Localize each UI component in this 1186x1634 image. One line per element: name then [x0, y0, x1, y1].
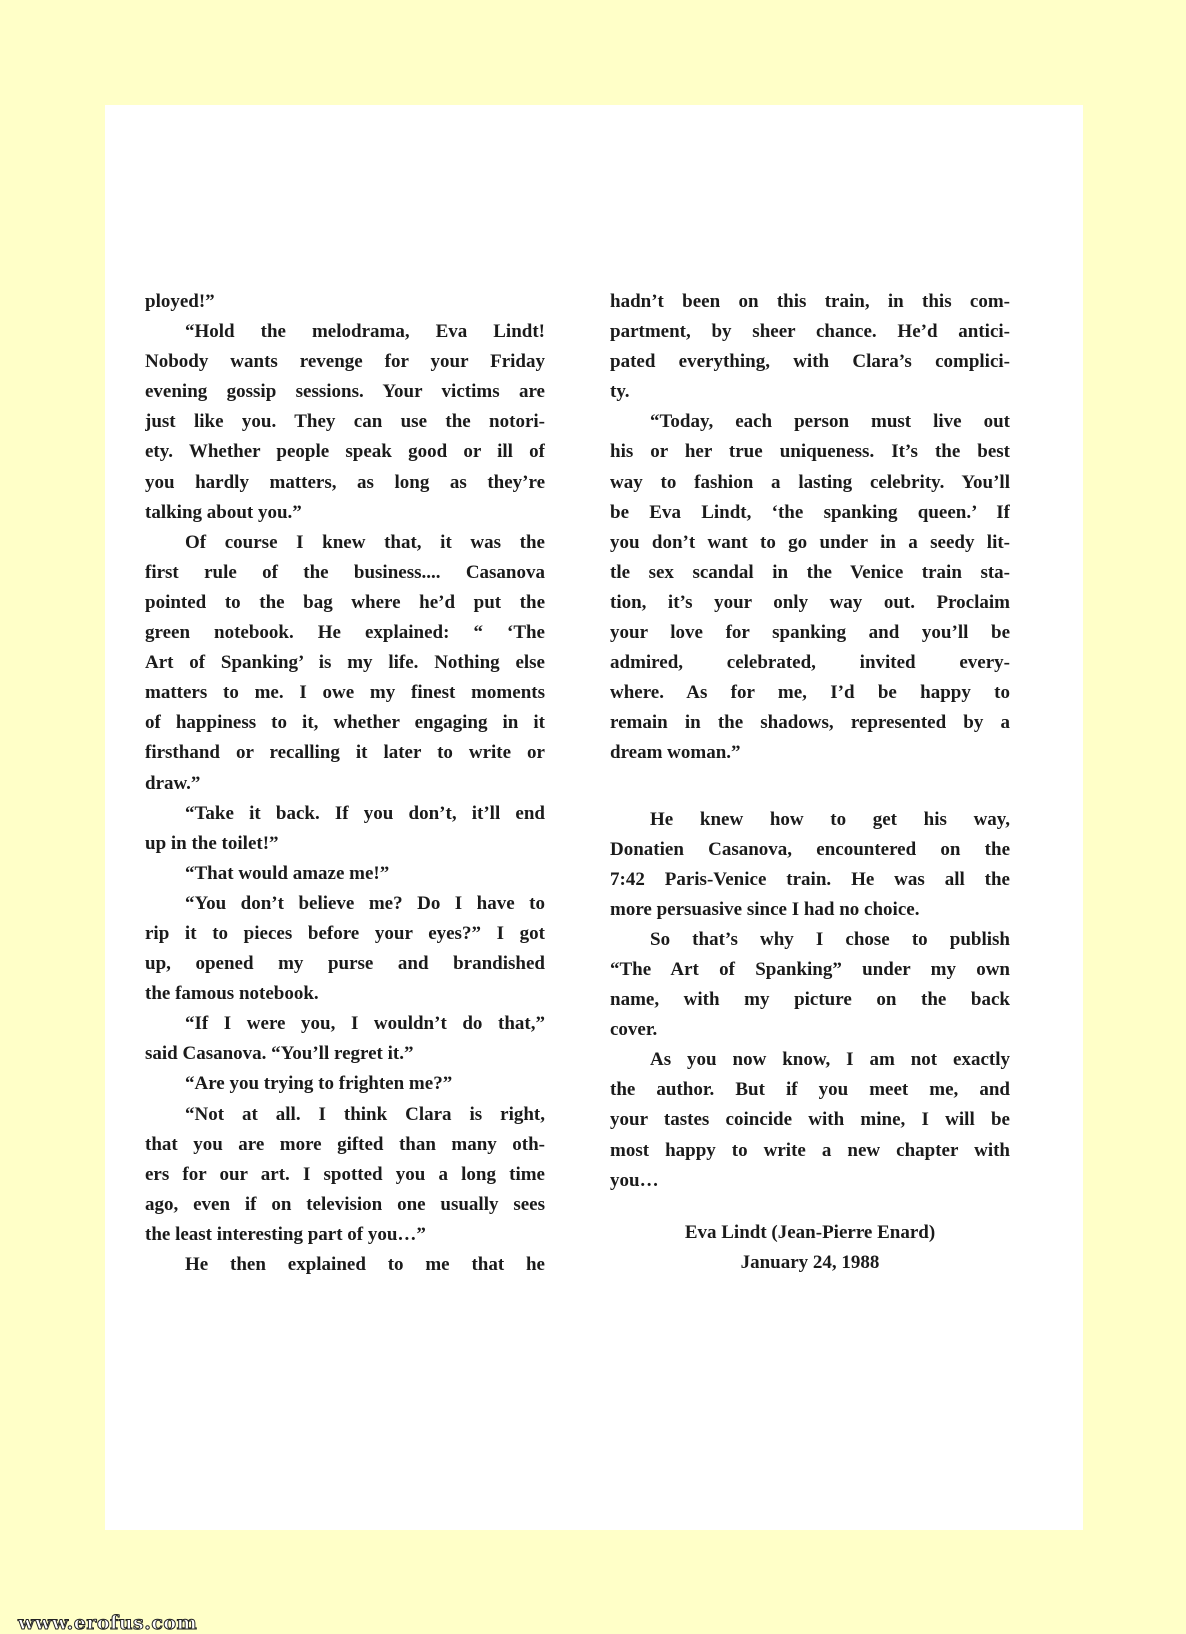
text-line: So that’s why I chose to publish [650, 928, 1010, 950]
text-line: hadn’t been on this train, in this com- [610, 291, 1010, 312]
text-line: “Are you trying to frighten me?” [185, 1073, 453, 1095]
text-line: just like you. They can use the notori- [145, 411, 545, 433]
text-line: most happy to write a new chapter with [610, 1139, 1010, 1161]
text-line: ployed!” [145, 291, 215, 312]
text-line: pated everything, with Clara’s complici- [610, 351, 1010, 373]
text-line: green notebook. He explained: “ ‘The [145, 622, 545, 644]
text-line: Nobody wants revenge for your Friday [145, 351, 545, 373]
text-line: you… [610, 1169, 659, 1191]
text-line: up, opened my purse and brandished [145, 953, 545, 975]
text-line: remain in the shadows, represented by a [610, 712, 1010, 734]
text-line: ety. Whether people speak good or ill of [145, 441, 545, 463]
text-line: partment, by sheer chance. He’d antici- [610, 321, 1010, 343]
text-line: rip it to pieces before your eyes?” I got [145, 922, 545, 944]
text-line: your love for spanking and you’ll be [610, 622, 1010, 644]
text-line: be Eva Lindt, ‘the spanking queen.’ If [610, 501, 1010, 523]
paragraph [145, 1069, 545, 1099]
signature-date: January 24, 1988 [740, 1252, 880, 1273]
text-line: “Hold the melodrama, Eva Lindt! [185, 321, 545, 343]
text-line: you don’t want to go under in a seedy lit- [610, 531, 1010, 553]
text-line: more persuasive since I had no choice. [610, 898, 920, 920]
paragraph [145, 859, 545, 889]
left-column [145, 287, 545, 1280]
text-line: dream woman.” [610, 742, 741, 764]
text-line: “Take it back. If you don’t, it’ll end [185, 802, 545, 824]
text-line: tle sex scandal in the Venice train sta- [610, 561, 1010, 583]
text-line: He knew how to get his way, [650, 808, 1010, 830]
text-line: matters to me. I owe my finest moments [145, 682, 545, 704]
text-line: up in the toilet!” [145, 832, 279, 854]
text-line: ty. [610, 381, 630, 403]
text-line: where. As for me, I’d be happy to [610, 682, 1010, 704]
text-line: his or her true uniqueness. It’s the best [610, 441, 1010, 463]
text-line: He then explained to me that he [185, 1254, 545, 1275]
paragraph [145, 1009, 545, 1069]
text-line: “You don’t believe me? Do I have to [185, 892, 545, 914]
text-line: cover. [610, 1019, 658, 1041]
text-line: 7:42 Paris-Venice train. He was all the [610, 868, 1010, 890]
watermark: www.erofus.com [18, 1612, 198, 1634]
text-line: draw.” [145, 772, 201, 794]
text-line: “Not at all. I think Clara is right, [185, 1103, 545, 1125]
text-line: said Casanova. “You’ll regret it.” [145, 1043, 414, 1065]
text-line: firsthand or recalling it later to write or [145, 742, 545, 764]
text-line: of happiness to it, whether engaging in it [145, 712, 545, 734]
signature-author: Eva Lindt (Jean-Pierre Enard) [684, 1222, 936, 1243]
right-column [610, 287, 1010, 1196]
paragraph [610, 407, 1010, 768]
text-line: first rule of the business.... Casanova [145, 561, 545, 583]
text-line: “The Art of Spanking” under my own [610, 958, 1010, 980]
text-line: you hardly matters, as long as they’re [145, 471, 545, 493]
text-line: admired, celebrated, invited every- [610, 652, 1010, 674]
text-line: that you are more gifted than many oth- [145, 1133, 545, 1155]
signature-block [610, 1218, 1010, 1278]
paragraph [145, 1100, 545, 1250]
text-line: the least interesting part of you…” [145, 1223, 426, 1245]
text-line: your tastes coincide with mine, I will be [610, 1109, 1010, 1131]
text-line: Art of Spanking’ is my life. Nothing else [145, 652, 545, 674]
paragraph [610, 287, 1010, 407]
text-line: name, with my picture on the back [610, 989, 1010, 1011]
text-line: Donatien Casanova, encountered on the [610, 838, 1010, 860]
text-line: the famous notebook. [145, 983, 319, 1005]
text-line: pointed to the bag where he’d put the [145, 591, 545, 613]
text-line: tion, it’s your only way out. Proclaim [610, 591, 1010, 613]
paragraph [610, 925, 1010, 1045]
paragraph [145, 889, 545, 1009]
text-line: “That would amaze me!” [185, 862, 390, 884]
paragraph [145, 287, 545, 317]
text-line: “Today, each person must live out [650, 411, 1010, 433]
paragraph [610, 805, 1010, 925]
text-line: the author. But if you meet me, and [610, 1079, 1010, 1101]
text-line: “If I were you, I wouldn’t do that,” [185, 1013, 545, 1035]
text-line: As you now know, I am not exactly [650, 1049, 1010, 1071]
text-line: talking about you.” [145, 501, 302, 523]
paragraph [145, 799, 545, 859]
paragraph [610, 1045, 1010, 1195]
text-line: Of course I knew that, it was the [185, 531, 545, 553]
text-line: ago, even if on television one usually sees [145, 1193, 545, 1215]
paragraph [145, 528, 545, 799]
paragraph [145, 317, 545, 528]
text-line: way to fashion a lasting celebrity. You’ll [610, 471, 1010, 493]
text-line: evening gossip sessions. Your victims are [145, 381, 545, 403]
text-line: ers for our art. I spotted you a long time [145, 1163, 545, 1185]
paragraph [145, 1250, 545, 1280]
